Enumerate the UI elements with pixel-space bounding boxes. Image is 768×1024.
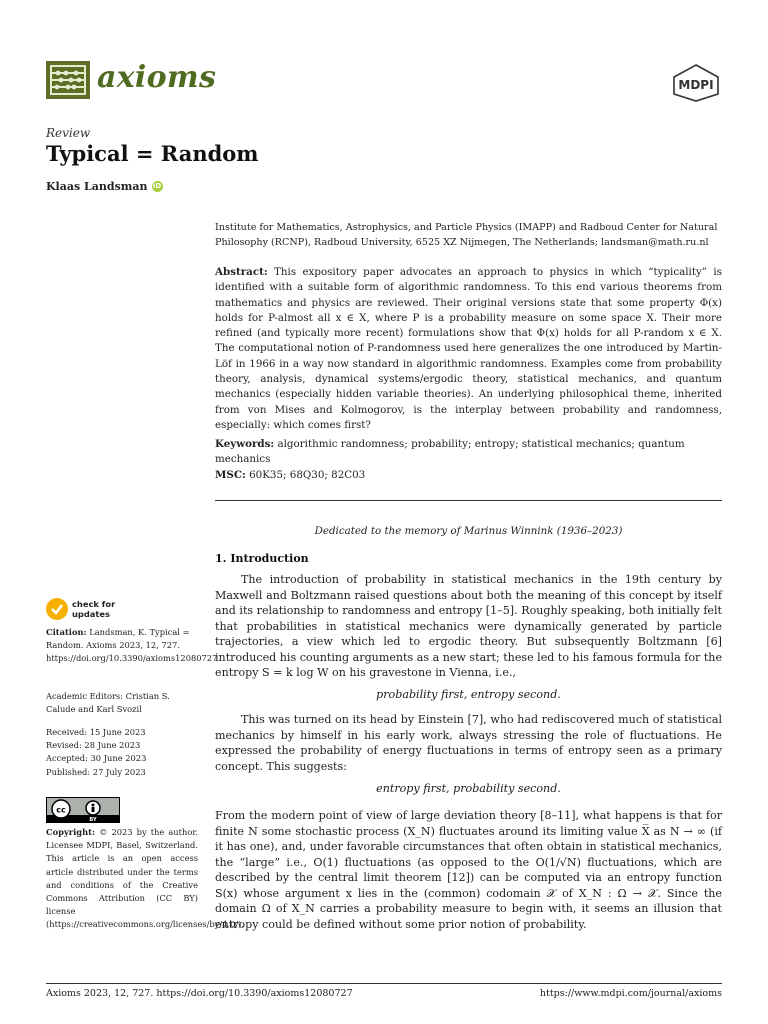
academic-editors: Academic Editors: Cristian S. Calude and Karl Svozil [46, 691, 170, 715]
citation [46, 626, 218, 666]
citation-label: Citation: [46, 627, 87, 637]
author-line [46, 180, 163, 193]
footer-citation[interactable]: Axioms 2023, 12, 727. https://doi.org/10.3390/axioms12080727 [46, 988, 353, 999]
svg-text:cc: cc [56, 805, 66, 815]
divider [215, 500, 722, 501]
centered-statement: entropy first, probability second. [376, 782, 561, 795]
footer-divider [46, 983, 722, 984]
keywords [215, 437, 722, 468]
footer-journal-link[interactable]: https://www.mdpi.com/journal/axioms [539, 988, 722, 999]
page-title: Typical = Random [46, 141, 259, 166]
msc-label: MSC: [215, 469, 246, 481]
dedication: Dedicated to the memory of Marinus Winnink (1936–2023) [314, 525, 623, 537]
centered-statement: probability first, entropy second. [376, 688, 561, 701]
publication-dates [46, 726, 198, 779]
cc-by-license-icon[interactable] [46, 797, 120, 823]
author-name[interactable]: Klaas Landsman [46, 180, 148, 193]
abstract-text: This expository paper advocates an approach to physics in which “typicality” is identified with a suitable form of algorithmic randomness. To this end various theorems from mathematics and physics are reviewed. Their original versions state that some property Φ(x) holds for P-almost all x ∈ X, where P is a probability measure on some space X. Their more refined (and typically more recent) formulations show that Φ(x) holds for all P-random x ∈ X. The computational notion of P-randomness used here generalizes the one introduced by Martin-Löf in 1966 in a way now standard in algorithmic randomness. Examples come from probability theory, analysis, dynamical systems/ergodic theory, statistical mechanics, and quantum mechanics (especially hidden variable theories). An underlying philosophical theme, inherited from von Mises and Kolmogorov, is the interplay between probability and randomness, especially: which comes first? [215, 266, 722, 431]
keywords-label: Keywords: [215, 438, 275, 450]
keywords-text: algorithmic randomness; probability; entropy; statistical mechanics; quantum mechanics [215, 438, 685, 466]
citation-text[interactable]: Landsman, K. Typical = Random. Axioms 2023, 12, 727. https://doi.org/10.3390/axioms12080727 [46, 627, 218, 664]
accepted-date: Accepted: 30 June 2023 [46, 753, 147, 764]
received-date: Received: 15 June 2023 [46, 727, 146, 737]
check-updates-label [72, 599, 115, 619]
paragraph: This was turned on its head by Einstein [7], who had rediscovered much of statistical mechanics by himself in his early work, always stressing the role of fluctuations. He expressed the probability of energy fluctuations in terms of entropy seen as a primary concept. This suggests: [215, 713, 722, 773]
axioms-logo-icon [46, 61, 90, 99]
msc-text: 60K35; 68Q30; 82C03 [249, 469, 366, 481]
paragraph: From the modern point of view of large deviation theory [8–11], what happens is that for finite N some stochastic process (X_N) fluctuates around its limiting value X̅ as N → ∞ (if it has one), and, under favorable circumstances that often obtain in statistical mechanics, the “large” i.e., O(1) fluctuations (as opposed to the O(1/√N) fluctuations, which are described by the central limit theorem [12]) can be computed via an entropy function S(x) whose argument x lies in the (common) codomain 𝒳 of X_N : Ω → 𝒳. Since the domain Ω of X_N carries a probability measure to begin with, it seems an illusion that entropy could be defined without some prior notion of probability. [215, 809, 722, 931]
published-date: Published: 27 July 2023 [46, 766, 146, 777]
revised-date: Revised: 28 June 2023 [46, 740, 141, 751]
article-type: Review [46, 126, 91, 140]
affiliation: Institute for Mathematics, Astrophysics, and Particle Physics (IMAPP) and Radboud Center for Natural Philosophy (RCNP), Radboud University, 6525 XZ Nijmegen, The Netherlands; landsman@math.ru.nl [215, 222, 718, 248]
check-updates-line2: updates [72, 609, 110, 619]
copyright-label: Copyright: [46, 827, 96, 837]
check-updates-icon [46, 598, 68, 620]
copyright-text: © 2023 by the author. Licensee MDPI, Basel, Switzerland. This article is an open access article distributed under the terms and conditions of the Creative Commons Attribution (CC BY) license (https://creativecommons.org/licenses/by/4.0/). [46, 827, 245, 930]
svg-text:BY: BY [89, 817, 97, 822]
check-updates-line1: check for [72, 599, 116, 609]
check-for-updates-button[interactable] [46, 598, 126, 622]
section-heading: 1. Introduction [215, 552, 309, 565]
paragraph: The introduction of probability in statistical mechanics in the 19th century by Maxwell and Boltzmann raised questions about both the meaning of this concept by itself and its relationship to randomness and entropy [1–5]. Roughly speaking, both initially felt that probabilities in statistical mechanics were dynamically generated by particle trajectories, a view which led to ergodic theory. But subsequently Boltzmann [6] introduced his counting arguments as a new start; these led to his famous formula for the entropy S = k log W on his gravestone in Vienna, i.e., [215, 573, 723, 679]
orcid-icon[interactable]: iD [152, 182, 162, 190]
publisher-name: MDPI [678, 78, 714, 92]
msc-codes [215, 468, 722, 483]
mdpi-logo-icon[interactable] [670, 64, 722, 102]
abstract [215, 265, 722, 433]
copyright-notice [46, 826, 245, 932]
journal-header [46, 60, 722, 102]
abstract-label: Abstract: [215, 266, 268, 278]
journal-name[interactable]: axioms [97, 60, 217, 95]
